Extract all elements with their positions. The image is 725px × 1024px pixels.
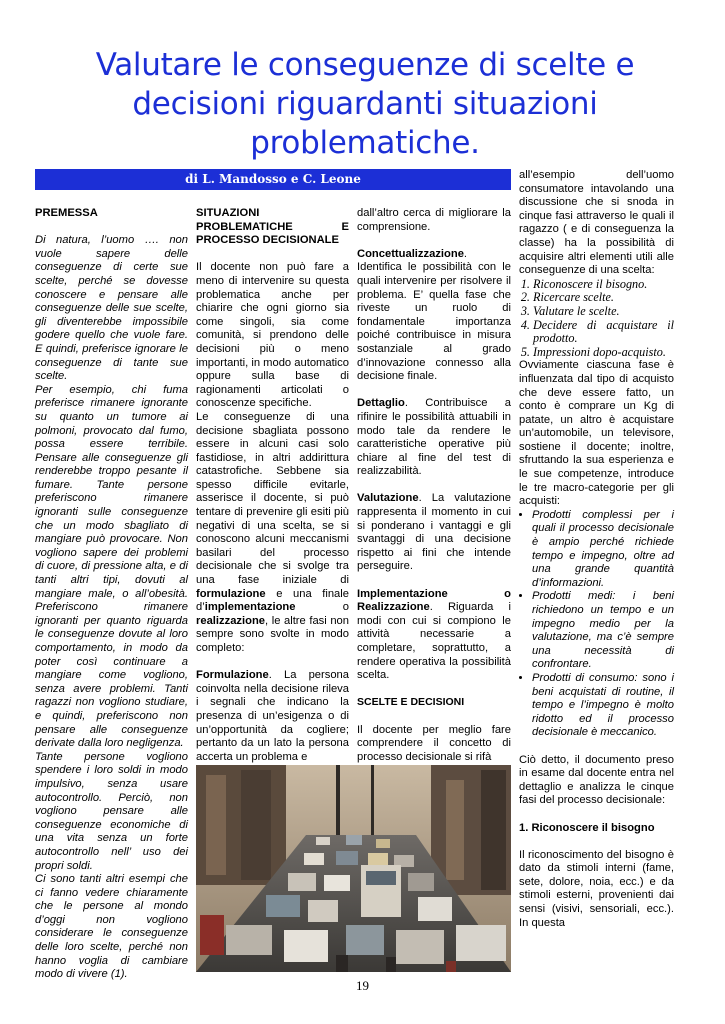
paragraph: Il docente per meglio fare comprendere il concetto di processo decisionale si rifà	[357, 723, 511, 763]
paragraph: Valutazione. La valutazione rappresenta il momento in cui si ponderano i vantaggi e gli svantaggi di una decisione rispetto ai fini che intende perseguire.	[357, 492, 511, 573]
categories-list	[519, 509, 674, 740]
list-item: • Prodotti medi: i beni richiedono un tempo e un impegno medio per la valutazione, ma c’è sempre una necessità di confrontare.	[532, 590, 674, 672]
paragraph: Implementazione o Realizzazione. Riguarda i modi con cui si compiono le attività necessarie a completare, soprattutto, a rendere operativa la possibilità scelta.	[357, 587, 511, 682]
paragraph: Dettaglio. Contribuisce a rifinire le possibilità attuabili in modo tale da rendere le caratteristiche operative più chiare al fine del test di realizzabilità.	[357, 397, 511, 478]
traffic-photo-graphic	[196, 765, 511, 972]
paragraph: Tante persone vogliono spendere i loro soldi in modo impulsivo, senza usare autocontrollo. Perciò, non vogliono pensare alle conseguenze economiche di una vita senza un forte autocontrollo nell’ uso dei propri soldi.	[35, 750, 188, 872]
paragraph: dall’altro cerca di migliorare la comprensione.	[357, 207, 511, 233]
traffic-photo	[196, 765, 511, 972]
list-item: 4. Decidere di acquistare il prodotto.	[533, 319, 674, 346]
byline-bar	[35, 169, 511, 190]
list-item: 3. Valutare le scelte.	[533, 305, 674, 319]
paragraph: Concettualizzazione. Identifica le possibilità con le quali intervenire per risolvere il problema. E’ quella fase che riveste un ruolo di fondamentale importanza poiché contribuisce in misura sostanziale al grado d’innovazione connesso alla decisione finale.	[357, 247, 511, 383]
section-heading-bisogno: 1. Riconoscere il bisogno	[519, 821, 655, 834]
section-heading-scelte: SCELTE E DECISIONI	[357, 696, 465, 709]
paragraph: Di natura, l’uomo …. non vuole sapere delle conseguenze di certe sue scelte, perché se dovesse conoscere e pensare alle conseguenze delle sue scelte, gli diventerebbe impossibile godere quello che vuole fare. E quindi, preferisce ignorare le conseguenze di tante sue scelte.	[35, 234, 188, 383]
list-item: 5. Impressioni dopo-acquisto.	[533, 346, 674, 360]
section-heading-premessa: PREMESSA	[35, 207, 98, 219]
column-2	[196, 207, 349, 764]
paragraph: Ovviamente ciascuna fase è influenzata dal tipo di acquisto che deve essere fatto, un conto è comprare un Kg di patate, un altro è acquistare un’automobile, un televisore, sostiene il docente; inoltre, sfruttando la sua esperienza e le sue competenze, introduce le tre macro-categorie per gli acquisti:	[519, 359, 674, 508]
paragraph: Il riconoscimento del bisogno è dato da stimoli interni (fame, sete, dolore, noia, ecc.) e da stimoli esterni, provenienti dai sensi (visivi, sensoriali, ecc.). In questa	[519, 848, 674, 929]
column-1	[35, 207, 188, 982]
article-title: Valutare le conseguenze di scelte e decisioni riguardanti situazioni problematiche.	[95, 47, 635, 161]
section-heading-situazioni: SITUAZIONI PROBLEMATICHE E PROCESSO DECISIONALE	[196, 207, 349, 247]
phases-list	[519, 278, 674, 360]
paragraph: Ciò detto, il documento preso in esame dal docente entra nel dettaglio e analizza le cinque fasi del processo decisionale:	[519, 753, 674, 807]
list-item: • Prodotti di consumo: sono i beni acquistati di routine, il tempo e l’impegno è molto ridotto ed il processo decisionale è meccanico.	[532, 672, 674, 740]
paragraph: Per esempio, chi fuma preferisce rimanere ignorante su quanto un tumore ai polmoni, provocato dal fumo, possa essere terribile. Pensare alle conseguenze gli renderebbe troppo pesante il fumare. Tante persone preferiscono rimanere ignoranti sulle conseguenze che un modo sbagliato di mangiare può provocare. Non vogliono sapere dei problemi di cuore, di pressione alta, e di tanti altri tipi, dovuti al mangiare male, o all’obesità. Preferiscono rimanere ignoranti per quanto riguarda le conseguenze dovute al loro comportamento, in modo da poter così continuare a mangiare come vogliono, senza avere problemi. Tanti ragazzi non vogliono studiare, e quindi, preferiscono non pensare alle conseguenze derivate dalla loro negligenza.	[35, 383, 188, 750]
paragraph: Le conseguenze di una decisione sbagliata possono essere in alcuni casi solo fastidiose, in altri addirittura catastrofiche. Sebbene sia spesso difficile evitarle, asserisce il docente, si può tentare di prevenire gli esiti più negativi di una scelta, se si conoscono alcuni meccanismi basilari del processo decisionale che si svolge tra una fase iniziale di formulazione e una finale d’implementazione o realizzazione, le altre fasi non sempre sono svolte in modo completo:	[196, 410, 349, 654]
paragraph: Formulazione. La persona coinvolta nella decisione rileva i segnali che indicano la presenza di un’esigenza o di un’opportunità da cogliere; pertanto da un lato la persona accerta un problema e	[196, 669, 349, 763]
paragraph: Ci sono tanti altri esempi che ci fanno vedere chiaramente che le persone al mondo d’oggi non vogliono considerare le conseguenze delle loro scelte, perché non hanno voglia di cambiare modo di vivere (1).	[35, 873, 188, 981]
byline: di L. Mandosso e C. Leone	[185, 172, 361, 186]
paragraph: Il docente non può fare a meno di intervenire su questa problematica anche per chiarire che ogni giorno sia come singoli, sia come comunità, si prendono delle decisioni più o meno importanti, in modo automatico oppure sulla base di ragionamenti articolati o conoscenze specifiche.	[196, 261, 349, 410]
column-3	[357, 207, 511, 764]
list-item: 1. Riconoscere il bisogno.	[533, 278, 674, 292]
column-4	[519, 169, 674, 930]
list-item: 2. Ricercare scelte.	[533, 291, 674, 305]
list-item: • Prodotti complessi per i quali il processo decisionale è ampio perché richiede tempo e impegno, oltre ad una grande quantità d’informazioni.	[532, 509, 674, 591]
paragraph: all’esempio dell’uomo consumatore intavolando una discussione che si snoda in cinque fasi attraverso le quali il ragazzo ( e di conseguenza la classe) ha la possibilità di acquisire altri elementi utili alle conseguenze di una scelta:	[519, 169, 674, 277]
page-number: 19	[356, 978, 369, 993]
